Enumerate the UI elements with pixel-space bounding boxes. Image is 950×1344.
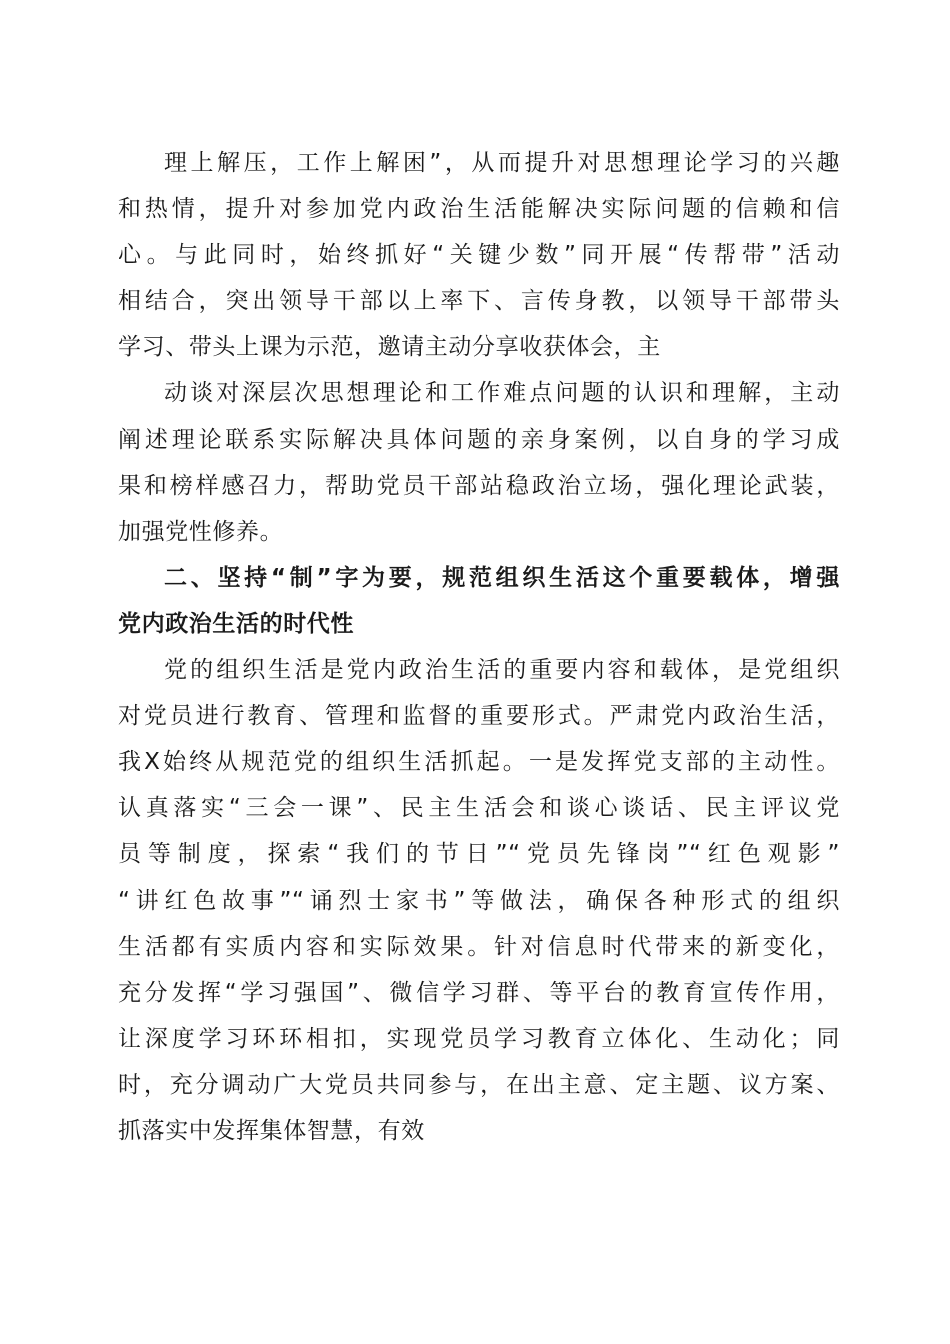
text-line: 果和榜样感召力，帮助党员干部站稳政治立场，强化理论武装， [118,472,840,499]
text-line: 党的组织生活是党内政治生活的重要内容和载体，是党组织 [164,657,840,684]
text-line: 学习、带头上课为示范，邀请主动分享收获体会，主 [118,334,661,361]
text-line: 动谈对深层次思想理论和工作难点问题的认识和理解，主动 [164,380,840,407]
heading-line: 党内政治生活的时代性 [118,610,354,637]
text-line: “讲红色故事”“诵烈士家书”等做法，确保各种形式的组织 [118,887,840,914]
text-line: 阐述理论联系实际解决具体问题的亲身案例，以自身的学习成 [118,426,840,453]
text-line: 对党员进行教育、管理和监督的重要形式。严肃党内政治生活， [118,703,840,730]
paragraph-2 [118,370,840,554]
text-line: 员等制度，探索“我们的节日”“党员先锋岗”“红色观影” [118,841,840,868]
text-line: 充分发挥“学习强国”、微信学习群、等平台的教育宣传作用， [118,979,840,1006]
paragraph-1 [118,140,840,370]
text-line: 理上解压，工作上解困”，从而提升对思想理论学习的兴趣 [164,150,840,176]
text-line: 抓落实中发挥集体智慧，有效 [118,1117,425,1144]
text-line: 相结合，突出领导干部以上率下、言传身教，以领导干部带头 [118,288,840,315]
section-heading [118,555,840,647]
text-line: 时，充分调动广大党员共同参与，在出主意、定主题、议方案、 [118,1071,840,1098]
text-line: 认真落实“三会一课”、民主生活会和谈心谈话、民主评议党 [118,795,840,822]
text-line: 心。与此同时，始终抓好“关键少数”同开展“传帮带”活动 [118,242,840,269]
text-line: 让深度学习环环相扣，实现党员学习教育立体化、生动化；同 [118,1025,840,1052]
text-line: 和热情，提升对参加党内政治生活能解决实际问题的信赖和信 [118,196,840,223]
document-page [118,140,840,1154]
paragraph-3 [118,647,840,1154]
heading-line: 二、坚持“制”字为要，规范组织生活这个重要载体，增强 [164,564,840,591]
text-line: 我X始终从规范党的组织生活抓起。一是发挥党支部的主动性。 [118,749,840,776]
text-line: 生活都有实质内容和实际效果。针对信息时代带来的新变化， [118,933,840,960]
text-line: 加强党性修养。 [118,518,284,545]
